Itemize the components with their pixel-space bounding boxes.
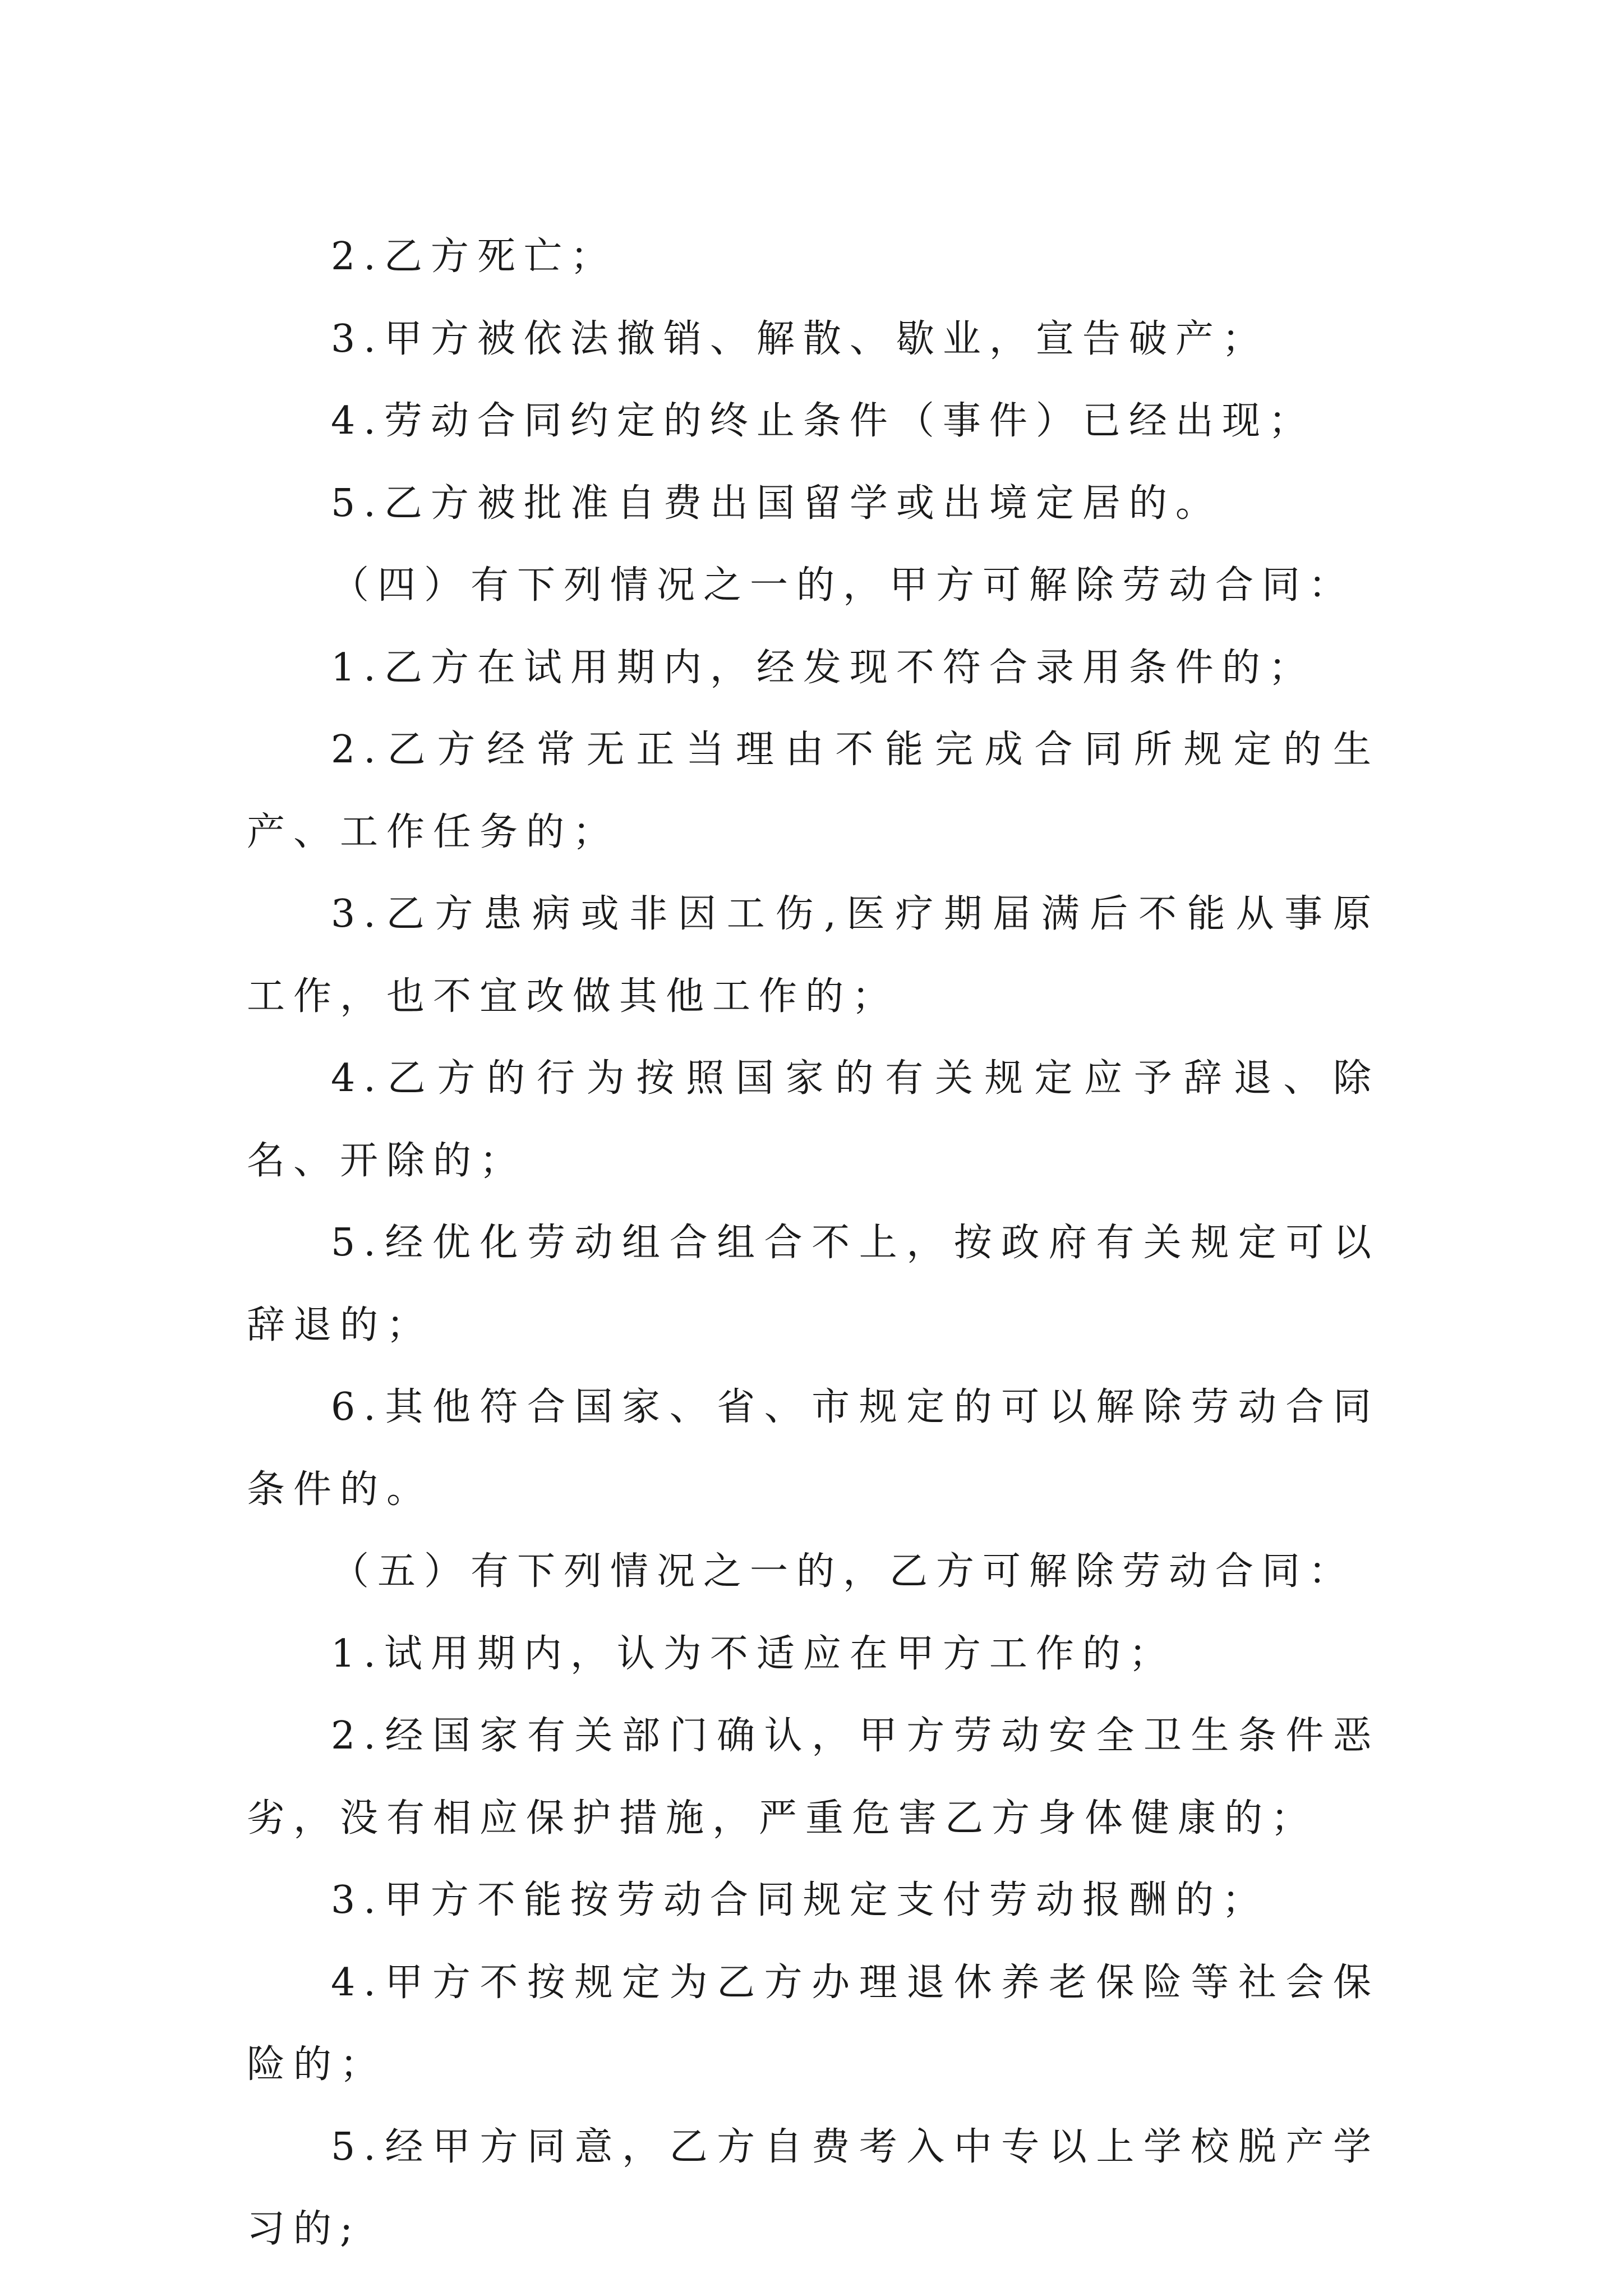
- paragraph-employer-rescind-item-2: 2.乙方经常无正当理由不能完成合同所规定的生产、工作任务的；: [247, 728, 1380, 854]
- section-heading-four: （四）有下列情况之一的，甲方可解除劳动合同：: [331, 563, 1355, 608]
- paragraph-employee-rescind-item-5: 5.经甲方同意，乙方自费考入中专以上学校脱产学习的;: [247, 2124, 1380, 2251]
- paragraph-employer-rescind-item-3: 3.乙方患病或非因工伤,医疗期届满后不能从事原工作，也不宜改做其他工作的；: [247, 892, 1380, 1019]
- paragraph-employer-rescind-item-5: 5.经优化劳动组合组合不上，按政府有关规定可以辞退的；: [247, 1221, 1380, 1347]
- paragraph-employee-rescind-item-4: 4.甲方不按规定为乙方办理退休养老保险等社会保险的；: [247, 1960, 1380, 2087]
- paragraph-employer-rescind-item-4: 4.乙方的行为按照国家的有关规定应予辞退、除名、开除的；: [247, 1056, 1380, 1183]
- paragraph-employer-rescind-item-6: 6.其他符合国家、省、市规定的可以解除劳动合同条件的。: [247, 1385, 1380, 1512]
- paragraph-employee-rescind-item-3: 3.甲方不能按劳动合同规定支付劳动报酬的；: [331, 1878, 1269, 1922]
- paragraph-employee-rescind-item-2: 2.经国家有关部门确认，甲方劳动安全卫生条件恶劣，没有相应保护措施，严重危害乙方身体健康的；: [247, 1714, 1380, 1841]
- paragraph-employee-rescind-item-1: 1.试用期内，认为不适应在甲方工作的；: [331, 1631, 1175, 1676]
- paragraph-termination-item-3: 3.甲方被依法撤销、解散、歇业，宣告破产；: [331, 316, 1269, 361]
- paragraph-employer-rescind-item-1: 1.乙方在试用期内，经发现不符合录用条件的；: [331, 645, 1315, 690]
- section-heading-five: （五）有下列情况之一的，乙方可解除劳动合同：: [331, 1549, 1355, 1594]
- document-body: [247, 216, 1380, 2271]
- paragraph-termination-item-4: 4.劳动合同约定的终止条件（事件）已经出现；: [331, 399, 1315, 443]
- paragraph-termination-item-5: 5.乙方被批准自费出国留学或出境定居的。: [331, 481, 1222, 526]
- paragraph-termination-item-2: 2.乙方死亡；: [331, 234, 617, 279]
